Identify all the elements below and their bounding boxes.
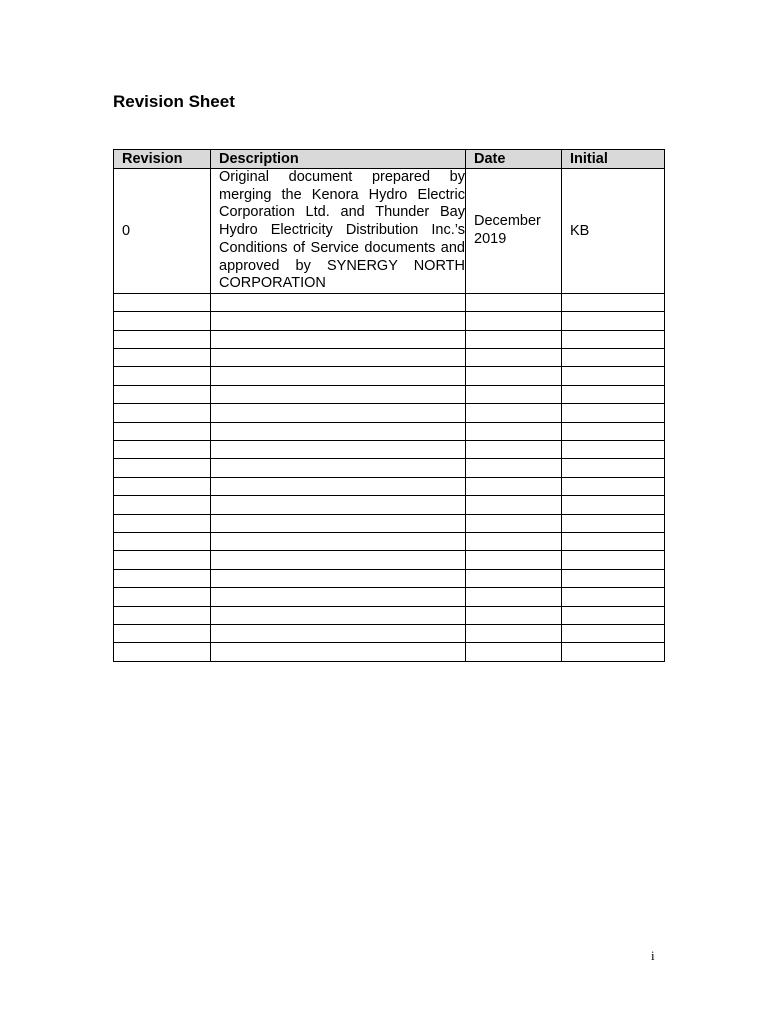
table-row-empty: [114, 624, 665, 642]
cell-revision: [114, 312, 211, 330]
cell-revision: [114, 477, 211, 495]
cell-description: [211, 624, 466, 642]
table-row-empty: [114, 330, 665, 348]
cell-date: [466, 312, 562, 330]
table-row-empty: [114, 312, 665, 330]
cell-date: [466, 385, 562, 403]
header-revision: Revision: [114, 150, 211, 169]
cell-revision: [114, 533, 211, 551]
table-row: [114, 169, 665, 294]
cell-date: [466, 330, 562, 348]
cell-description: [211, 551, 466, 569]
cell-revision: [114, 385, 211, 403]
cell-initial: [562, 312, 665, 330]
cell-date: [466, 349, 562, 367]
cell-description: [211, 385, 466, 403]
cell-description: [211, 533, 466, 551]
cell-description: [211, 367, 466, 385]
cell-date: [466, 514, 562, 532]
table-row-empty: [114, 349, 665, 367]
cell-description: [211, 312, 466, 330]
cell-date: [466, 404, 562, 422]
cell-initial: [562, 569, 665, 587]
cell-revision: [114, 441, 211, 459]
cell-initial: [562, 349, 665, 367]
cell-revision: [114, 367, 211, 385]
cell-initial: [562, 496, 665, 514]
cell-revision: [114, 643, 211, 661]
cell-revision: 0: [114, 169, 211, 294]
cell-initial: [562, 551, 665, 569]
cell-date: [466, 569, 562, 587]
page-title: Revision Sheet: [113, 92, 235, 111]
table-header-row: [114, 150, 665, 169]
cell-initial: [562, 441, 665, 459]
cell-description: [211, 514, 466, 532]
cell-initial: KB: [562, 169, 665, 294]
table-row-empty: [114, 459, 665, 477]
cell-date: [466, 533, 562, 551]
table-row-empty: [114, 385, 665, 403]
cell-initial: [562, 643, 665, 661]
cell-revision: [114, 551, 211, 569]
header-initial: Initial: [562, 150, 665, 169]
cell-initial: [562, 477, 665, 495]
cell-initial: [562, 624, 665, 642]
table-row-empty: [114, 422, 665, 440]
table-row-empty: [114, 367, 665, 385]
table-row-empty: [114, 533, 665, 551]
cell-revision: [114, 606, 211, 624]
cell-description: [211, 477, 466, 495]
table-row-empty: [114, 643, 665, 661]
cell-date: [466, 422, 562, 440]
page-number: i: [651, 948, 655, 963]
cell-revision: [114, 588, 211, 606]
cell-initial: [562, 422, 665, 440]
table-row-empty: [114, 293, 665, 311]
table-row-empty: [114, 514, 665, 532]
table-row-empty: [114, 606, 665, 624]
cell-description: [211, 588, 466, 606]
cell-date: December 2019: [466, 169, 562, 294]
cell-initial: [562, 588, 665, 606]
cell-revision: [114, 330, 211, 348]
table-row-empty: [114, 569, 665, 587]
cell-description: [211, 404, 466, 422]
table-row-empty: [114, 496, 665, 514]
cell-description: [211, 606, 466, 624]
cell-revision: [114, 422, 211, 440]
cell-description: [211, 330, 466, 348]
cell-date: [466, 643, 562, 661]
cell-description: [211, 422, 466, 440]
revision-table: [113, 149, 665, 662]
cell-description: [211, 496, 466, 514]
cell-date: [466, 624, 562, 642]
cell-initial: [562, 459, 665, 477]
cell-date: [466, 551, 562, 569]
cell-revision: [114, 459, 211, 477]
cell-description: [211, 349, 466, 367]
cell-description: [211, 643, 466, 661]
cell-description: [211, 459, 466, 477]
table-row-empty: [114, 441, 665, 459]
cell-initial: [562, 606, 665, 624]
cell-revision: [114, 569, 211, 587]
cell-revision: [114, 496, 211, 514]
cell-revision: [114, 514, 211, 532]
cell-date: [466, 496, 562, 514]
cell-date: [466, 606, 562, 624]
cell-revision: [114, 624, 211, 642]
cell-description: [211, 569, 466, 587]
cell-revision: [114, 293, 211, 311]
cell-date: [466, 588, 562, 606]
cell-initial: [562, 293, 665, 311]
cell-date: [466, 293, 562, 311]
header-description: Description: [211, 150, 466, 169]
cell-date: [466, 441, 562, 459]
cell-date: [466, 367, 562, 385]
table-row-empty: [114, 588, 665, 606]
cell-initial: [562, 533, 665, 551]
cell-description: [211, 441, 466, 459]
cell-initial: [562, 385, 665, 403]
cell-initial: [562, 367, 665, 385]
cell-description: [211, 293, 466, 311]
cell-initial: [562, 514, 665, 532]
cell-revision: [114, 404, 211, 422]
table-row-empty: [114, 404, 665, 422]
table-row-empty: [114, 477, 665, 495]
header-date: Date: [466, 150, 562, 169]
cell-date: [466, 459, 562, 477]
table-row-empty: [114, 551, 665, 569]
cell-initial: [562, 404, 665, 422]
cell-description: Original document prepared by merging the Kenora Hydro Electric Corporation Ltd. and Thunder Bay Hydro Electricity Distribution Inc.’s Conditions of Service documents and approved by SYNERGY NORTH CORPORATION: [211, 169, 466, 294]
cell-date: [466, 477, 562, 495]
cell-revision: [114, 349, 211, 367]
cell-initial: [562, 330, 665, 348]
